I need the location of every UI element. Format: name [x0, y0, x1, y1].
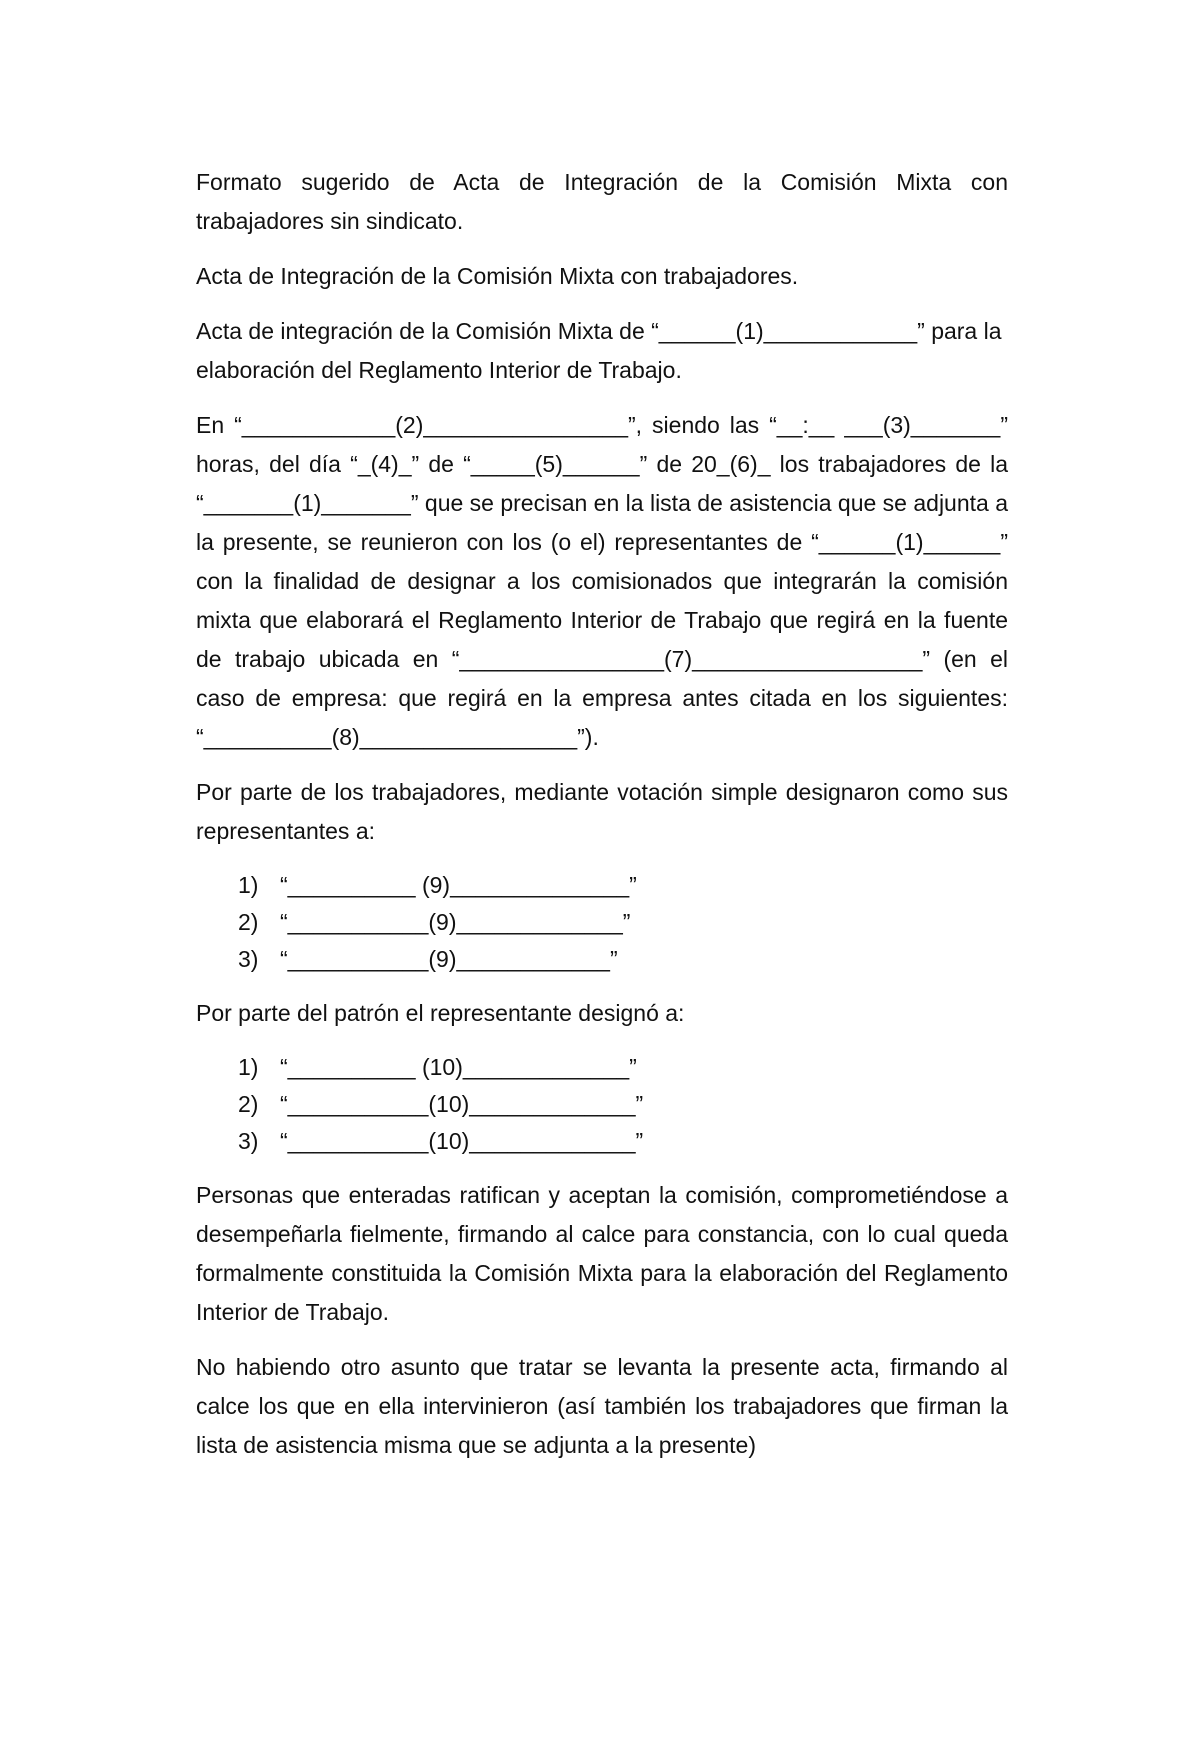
list-item: [196, 867, 1008, 904]
fill-blank: “___________(10)_____________”: [280, 1091, 644, 1117]
closing-paragraph: No habiendo otro asunto que tratar se levanta la presente acta, firmando al calce los que en ella intervinieron (así también los trabajadores que firman la lista de asistencia misma que se adjunta a la presente): [196, 1354, 1008, 1458]
workers-intro-paragraph: Por parte de los trabajadores, mediante votación simple designaron como sus representantes a:: [196, 779, 1008, 844]
list-item-number: 1): [238, 872, 259, 898]
list-item: [196, 904, 1008, 941]
list-item: [196, 1086, 1008, 1123]
list-item: [196, 1049, 1008, 1086]
fill-blank: “___________(9)_____________”: [280, 909, 631, 935]
list-item-number: 1): [238, 1054, 259, 1080]
list-item-number: 2): [238, 909, 259, 935]
workers-list: [196, 867, 1008, 978]
heading-paragraph: Acta de integración de la Comisión Mixta de “______(1)____________” para la elaboración del Reglamento Interior de Trabajo.: [196, 318, 1002, 383]
fill-blank: “___________(9)____________”: [280, 946, 618, 972]
document-page: [196, 163, 1008, 1481]
list-item-number: 3): [238, 1128, 259, 1154]
list-item-number: 3): [238, 946, 259, 972]
fill-blank: “__________ (10)_____________”: [280, 1054, 637, 1080]
employer-intro-paragraph: Por parte del patrón el representante designó a:: [196, 1000, 685, 1026]
fill-blank: “__________ (9)______________”: [280, 872, 637, 898]
subtitle-paragraph: Acta de Integración de la Comisión Mixta con trabajadores.: [196, 263, 799, 289]
body-paragraph: En “____________(2)________________”, siendo las “__:__ ___(3)_______” horas, del día “_(4)_” de “_____(5)______” de 20_(6)_ los trabajadores de la “_______(1)_______” que se precisan en la lista de asistencia que se adjunta a la presente, se reunieron con los (o el) representantes de “______(1)______” con la finalidad de designar a los comisionados que integrarán la comisión mixta que elaborará el Reglamento Interior de Trabajo que regirá en la fuente de trabajo ubicada en “________________(7)__________________” (en el caso de empresa: que regirá en la empresa antes citada en los siguientes: “__________(8)_________________”).: [196, 412, 1008, 750]
intro-paragraph: Formato sugerido de Acta de Integración de la Comisión Mixta con trabajadores sin sindicato.: [196, 169, 1008, 234]
list-item-number: 2): [238, 1091, 259, 1117]
ratification-paragraph: Personas que enteradas ratifican y aceptan la comisión, comprometiéndose a desempeñarla fielmente, firmando al calce para constancia, con lo cual queda formalmente constituida la Comisión Mixta para la elaboración del Reglamento Interior de Trabajo.: [196, 1182, 1008, 1325]
fill-blank: “___________(10)_____________”: [280, 1128, 644, 1154]
employer-list: [196, 1049, 1008, 1160]
list-item: [196, 941, 1008, 978]
list-item: [196, 1123, 1008, 1160]
